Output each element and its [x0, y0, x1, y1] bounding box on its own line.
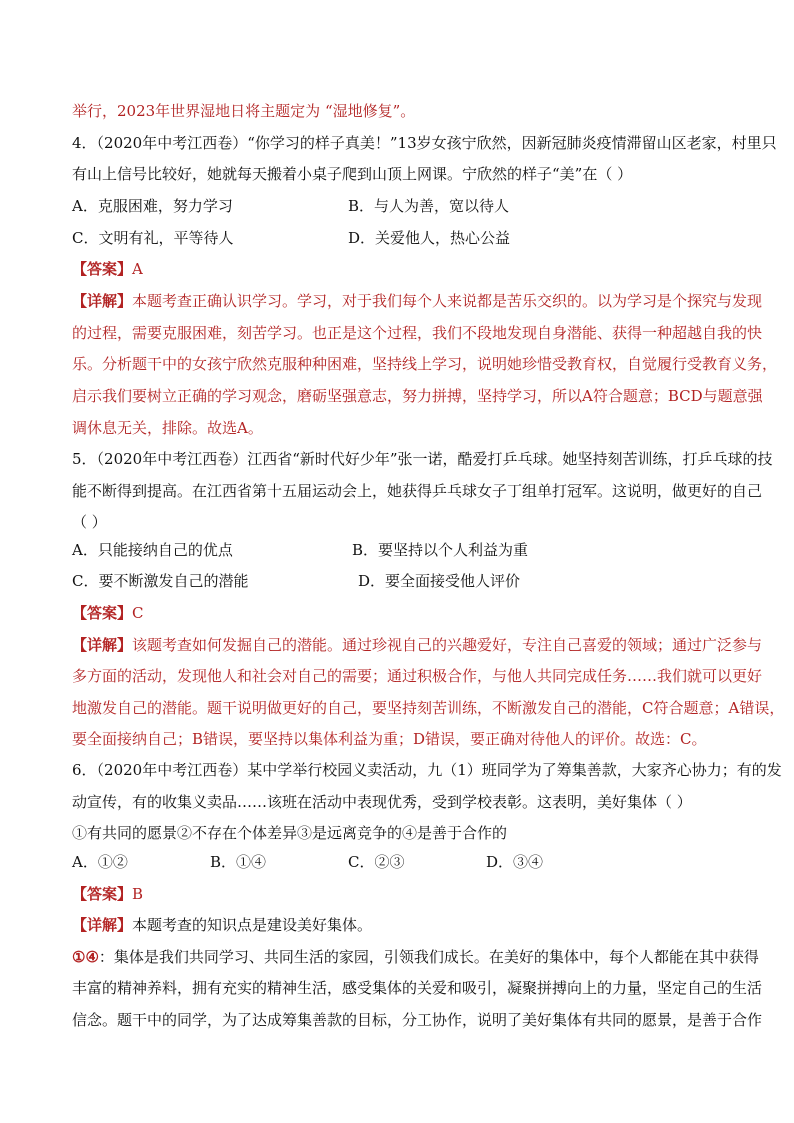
q6-stem-line-2: 动宣传，有的收集义卖品……该班在活动中表现优秀，受到学校表彰。这表明，美好集体（ ）: [72, 793, 692, 811]
q6-option-d: D．③④: [486, 853, 544, 871]
answer-label: 【答案】: [72, 604, 133, 622]
q6-explain-line-4: 信念。题干中的同学，为了达成筹集善款的目标，分工协作，说明了美好集体有共同的愿景，是善于合作: [72, 1011, 763, 1029]
q6-explain-line-3: 丰富的精神养料，拥有充实的精神生活，感受集体的关爱和吸引，凝聚拼搏向上的力量，坚定自己的生活: [72, 979, 763, 997]
q6-option-b: B．①④: [210, 853, 267, 871]
answer-value: A: [132, 260, 143, 278]
q5-stem-line-1: 5．（2020年中考江西卷）江西省“新时代好少年”张一诺，酷爱打乒乓球。她坚持刻苦训练，打乒乓球的技: [72, 450, 773, 468]
q4-option-d: D．关爱他人，热心公益: [348, 229, 511, 247]
q4-explain-line-3: 乐。分析题干中的女孩宁欣然克服种种困难，坚持线上学习，说明她珍惜受教育权，自觉履行受教育义务，: [72, 355, 778, 373]
q4-explain-line-5: 调休息无关，排除。故选A。: [72, 419, 263, 437]
answer-value: C: [132, 604, 144, 622]
explain-lead-numbers: ①④: [72, 948, 99, 966]
q5-option-c: C．要不断激发自己的潜能: [72, 572, 249, 590]
q5-option-a: A．只能接纳自己的优点: [72, 541, 233, 559]
q5-answer: [72, 603, 732, 623]
q4-stem-line-2: 有山上信号比较好，她就每天搬着小桌子爬到山顶上网课。宁欣然的样子“美”在（ ）: [72, 165, 633, 183]
q5-explain-line-1: 【详解】该题考查如何发掘自己的潜能。通过珍视自己的兴趣爱好，专注自己喜爱的领域；通过广泛参与: [72, 636, 763, 654]
q4-option-c: C．文明有礼，平等待人: [72, 229, 234, 247]
q4-option-a: A．克服困难，努力学习: [72, 197, 233, 215]
q5-stem-line-3: （ ）: [72, 513, 107, 531]
q4-explain-line-1: 【详解】本题考查正确认识学习。学习，对于我们每个人来说都是苦乐交织的。以为学习是个探究与发现: [72, 292, 763, 310]
q6-stem-line-3: ①有共同的愿景②不存在个体差异③是远离竞争的④是善于合作的: [72, 824, 508, 842]
q6-option-a: A．①②: [72, 853, 128, 871]
q5-stem-line-2: 能不断得到提高。在江西省第十五届运动会上，她获得乒乓球女子丁组单打冠军。这说明，做更好的自己: [72, 482, 763, 500]
q5-explain-line-2: 多方面的活动，发现他人和社会对自己的需要；通过积极合作，与他人共同完成任务……我们就可以更好: [72, 667, 763, 685]
q4-answer: [72, 259, 732, 279]
q5-option-b: B．要坚持以个人利益为重: [352, 541, 529, 559]
intro-tail: 举行，2023年世界湿地日将主题定为 “湿地修复”。: [72, 102, 416, 120]
q6-option-c: C．②③: [348, 853, 405, 871]
q5-explain-line-3: 地激发自己的潜能。题干说明做更好的自己，要坚持刻苦训练，不断激发自己的潜能，C符合题意；A错误，: [72, 699, 785, 717]
explain-label: 【详解】: [72, 292, 133, 310]
q5-option-d: D．要全面接受他人评价: [358, 572, 521, 590]
q4-explain-line-4: 启示我们要树立正确的学习观念，磨砺坚强意志，努力拼搏，坚持学习，所以A符合题意；BCD与题意强: [72, 387, 763, 405]
q5-explain-line-4: 要全面接纳自己；B错误，要坚持以集体利益为重；D错误，要正确对待他人的评价。故选：C。: [72, 730, 707, 748]
q6-explain-line-2: ①④：集体是我们共同学习、共同生活的家园，引领我们成长。在美好的集体中，每个人都能在其中获得: [72, 948, 759, 966]
q4-explain-line-2: 的过程，需要克服困难，刻苦学习。也正是这个过程，我们不段地发现自身潜能、获得一种超越自我的快: [72, 324, 763, 342]
answer-value: B: [132, 885, 144, 903]
q6-explain-line-1: 【详解】本题考查的知识点是建设美好集体。: [72, 916, 373, 934]
answer-label: 【答案】: [72, 885, 133, 903]
q4-option-b: B．与人为善，宽以待人: [348, 197, 510, 215]
explain-label: 【详解】: [72, 636, 133, 654]
q6-answer: [72, 884, 732, 904]
answer-label: 【答案】: [72, 260, 133, 278]
q6-stem-line-1: 6．（2020年中考江西卷）某中学举行校园义卖活动，九（1）班同学为了筹集善款，大家齐心协力；有的发: [72, 761, 782, 779]
q4-stem-line-1: 4．（2020年中考江西卷）“你学习的样子真美！”13岁女孩宁欣然，因新冠肺炎疫情滞留山区老家，村里只: [72, 134, 777, 152]
explain-label: 【详解】: [72, 916, 133, 934]
